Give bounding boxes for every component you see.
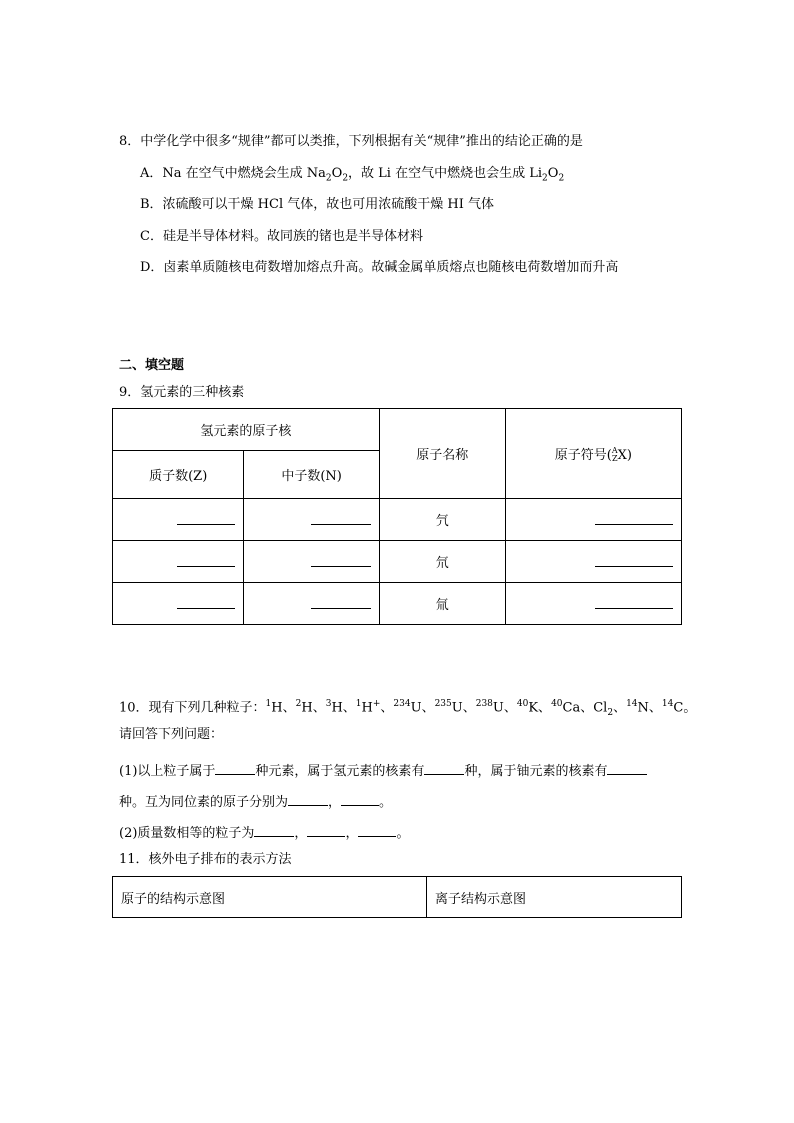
- answer-blank[interactable]: [424, 760, 464, 775]
- atom-name: 氕: [379, 499, 505, 541]
- symbol-blank[interactable]: [505, 583, 681, 625]
- question-10-part-1-cont: 种。互为同位素的原子分别为 ， 。: [119, 791, 392, 812]
- header-neutrons: 中子数(N): [244, 451, 379, 499]
- question-9-title: 9．氢元素的三种核素: [119, 385, 245, 400]
- answer-blank[interactable]: [215, 760, 255, 775]
- protons-blank[interactable]: [113, 541, 244, 583]
- answer-blank[interactable]: [307, 822, 345, 837]
- protons-blank[interactable]: [113, 499, 244, 541]
- symbol-blank[interactable]: [505, 541, 681, 583]
- electron-config-table: [112, 876, 682, 918]
- atom-structure-cell: 原子的结构示意图: [113, 877, 427, 918]
- question-8-option-d: D．卤素单质随核电荷数增加熔点升高。故碱金属单质熔点也随核电荷数增加而升高: [140, 260, 619, 275]
- protons-blank[interactable]: [113, 583, 244, 625]
- answer-blank[interactable]: [254, 822, 294, 837]
- answer-blank[interactable]: [288, 791, 328, 806]
- question-8-option-b: B．浓硫酸可以干燥 HCl 气体，故也可用浓硫酸干燥 HI 气体: [140, 197, 494, 212]
- neutrons-blank[interactable]: [244, 583, 379, 625]
- atom-name: 氚: [379, 583, 505, 625]
- header-atom-name: 原子名称: [379, 409, 505, 499]
- question-11-title: 11．核外电子排布的表示方法: [119, 852, 292, 867]
- section-title: 二、填空题: [119, 358, 185, 373]
- header-atom-symbol: 原子符号( A Z X): [505, 409, 681, 499]
- question-10-part-2: (2)质量数相等的粒子为 ， ， 。: [119, 822, 409, 843]
- answer-blank[interactable]: [341, 791, 379, 806]
- neutrons-blank[interactable]: [244, 541, 379, 583]
- answer-blank[interactable]: [607, 760, 647, 775]
- question-10-part-1: (1)以上粒子属于 种元素，属于氢元素的核素有 种，属于铀元素的核素有: [119, 760, 647, 781]
- ion-structure-cell: 离子结构示意图: [427, 877, 682, 918]
- question-10-subprompt: 请回答下列问题：: [119, 727, 224, 742]
- symbol-blank[interactable]: [505, 499, 681, 541]
- question-8-option-a: A．Na 在空气中燃烧会生成 $Na_2O_2$，故 Li 在空气中燃烧也会生成 $Li_2O_2$: [140, 166, 565, 184]
- header-nucleus: 氢元素的原子核: [113, 409, 380, 451]
- header-protons: 质子数(Z): [113, 451, 244, 499]
- nuclide-table: [112, 408, 682, 625]
- atom-name: 氘: [379, 541, 505, 583]
- question-10-stem: 10．现有下列几种粒子：$^1$H、$^2$H、$^3$H、$^1$H+、$^{234}$U、$^{235}$U、$^{238}$U、$^{40}$K、$^{40}$Ca、$Cl_2$、$^{14}$N、$^{14}$C。: [119, 699, 697, 718]
- neutrons-blank[interactable]: [244, 499, 379, 541]
- question-8-option-c: C．硅是半导体材料。故同族的锗也是半导体材料: [140, 229, 423, 244]
- question-8-stem: 8．中学化学中很多“规律”都可以类推，下列根据有关“规律”推出的结论正确的是: [119, 134, 583, 149]
- answer-blank[interactable]: [358, 822, 396, 837]
